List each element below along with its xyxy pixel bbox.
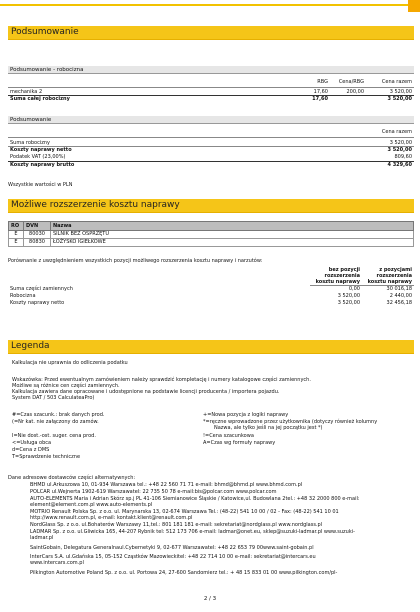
supplier-line: POLCAR ul.Wejnerta 1902-619 Warszawatel: 22 735 50 78 e-mail:bis@polcar.com www.polcar.com — [30, 489, 277, 495]
labor-sum-total: 3 520,00 — [387, 96, 412, 102]
section-title: Podsumowanie — [11, 27, 79, 37]
comparison-row-label: Robocizna — [10, 293, 36, 299]
legend-item: !=Cena szacunkowa — [203, 433, 254, 439]
suma-robocizny-label: Suma robocizny — [10, 140, 50, 146]
col-cena-razem: Cena razem — [381, 129, 412, 135]
labor-subheader — [8, 66, 414, 74]
supplier-line: www.intercars.com.pl — [30, 560, 84, 566]
vat-label: Podatek VAT (23,00%) — [10, 154, 66, 160]
note-line: Wskazówka: Przed ewentualnym zamówieniem należy sprawdzić kompletację i numery katalogowe części zamiennych. — [12, 377, 311, 383]
supplier-line: BHMD ul.Arkuszowa 10, 01-934 Warszawa tel.: +48 22 560 71 71 e-mail: bhmd@bhmd.pl www.bhmd.com.pl — [30, 482, 303, 488]
col-cena-razem: Cena razem — [381, 79, 412, 85]
comparison-row-v2: 2 440,00 — [389, 293, 412, 299]
labor-row-label: mechanika 2 — [10, 89, 43, 95]
supplier-line: MOTRIO Renault Polska Sp. z o.o. ul. Marynarska 13, 02-674 Warszawa Tel.: (48-22) 541 10 00 / 02 - Fax: (48-22) 541 10 01 — [30, 509, 339, 515]
labor-row-cena-razem: 3 520,00 — [389, 89, 412, 95]
suppliers-title: Dane adresowe dostawców części alternatywnych: — [8, 475, 136, 481]
parts-table-header — [9, 222, 414, 231]
section-header-mozliwe — [8, 199, 414, 213]
col-dvn: DVN — [24, 222, 51, 231]
comparison-row-v1: 3 520,00 — [337, 293, 360, 299]
supplier-line: http://www.renault.com.pl, e-mail: kontakt.klient@renault.com.pl — [30, 515, 193, 521]
page-number: 2 / 3 — [203, 596, 217, 602]
col-ro: RO — [9, 222, 24, 231]
top-accent-block — [408, 0, 420, 12]
legend-item: I=Nie dost.-ost. suger. cena prod. — [12, 433, 96, 439]
summary-subheader-label: Podsumowanie — [10, 117, 52, 123]
cell-dvn: 80030 — [24, 231, 51, 239]
col-nazwa: Nazwa — [51, 222, 414, 231]
supplier-line: LADMAR Sp. z o.o. ul.Gliwicka 165, 44-207 Rybnik tel: 512 173 706 e-mail: ladmar@onet.eu, sklep@suzuki-ladmar.pl www.suzuki- — [30, 529, 355, 535]
col-cena-rbg: Cena/RBG — [338, 79, 364, 85]
col-rbg: RBG — [317, 79, 328, 85]
labor-subheader-label: Podsumowanie - robocizna — [10, 67, 84, 73]
summary-subheader — [8, 116, 414, 124]
vat-value: 809,60 — [394, 154, 412, 160]
section-title: Możliwe rozszerzenie kosztu naprawy — [11, 200, 180, 210]
legend-item: Nazwa, ale tylko jeśli na jej początku jest *) — [214, 425, 323, 431]
comparison-col2-line3: kosztu naprawy — [367, 279, 412, 285]
supplier-line: ladmar.pl — [30, 535, 54, 541]
cell-dvn: 80830 — [24, 239, 51, 247]
legend-item: (=Nr kat. nie załączony do zamów. — [12, 419, 99, 425]
labor-sum-rbg: 17,60 — [312, 96, 328, 102]
supplier-line: SaintGobain, Delegatura Generalnaul.Cybernetyki 9, 02-677 Warszawatel: +48 22 653 79 00www.saint-gobain.pl — [30, 545, 314, 551]
note-line: Kalkulacja zawiera dane opracowane i udostępnione na podstawie licencji producenta / importera pojazdu. — [12, 389, 280, 395]
divider — [8, 137, 414, 138]
legend-item: d=Cena z DMS — [12, 447, 50, 453]
top-accent-bar — [0, 0, 420, 12]
supplier-line: element@element.com.pl www.auto-elements.pl — [30, 502, 153, 508]
supplier-line: AUTO-ELEMENTS Maria i Adrian Skórz sp.j PL 41-106 Siemianowice Śląskie / Katowice,ul. Budowlana 2tel.: +48 32 2000 800 e-mail: — [30, 496, 360, 502]
vat-note: Kalkulacja nie uprawnia do odliczenia podatku — [12, 360, 128, 366]
section-title: Legenda — [11, 341, 50, 351]
section-header-legenda — [8, 340, 414, 354]
netto-label: Koszty naprawy netto — [10, 147, 72, 153]
comparison-intro: Porównanie z uwzględnieniem wszystkich pozycji możliwego rozszerzenia kosztu naprawy i narzutów: — [8, 258, 263, 264]
cell-nazwa: ŁOŻYSKO IGIEŁKOWE — [51, 239, 414, 247]
comparison-row-v1: 3 520,00 — [337, 300, 360, 306]
comparison-row-v2: 32 456,18 — [386, 300, 412, 306]
top-accent-line — [0, 4, 408, 6]
legend-item: *=ręczne wprowadzone przez użytkownika (dotyczy również kolumny — [203, 419, 378, 425]
legend-item: T=Sprawdzenie techniczne — [12, 454, 81, 460]
labor-sum-label: Suma całej robocizny — [10, 96, 70, 102]
cell-ro: E — [9, 239, 24, 247]
parts-table — [8, 221, 414, 247]
comparison-row-label: Koszty naprawy netto — [10, 300, 65, 306]
supplier-line: NordGlass Sp. z o.o. ul.Bohaterów Warszawy 11,tel.: 801 181 181 e-mail: sekretariat@nordglass.pl www.nordglass.pl — [30, 522, 323, 528]
comparison-row-v2: 30 016,18 — [386, 286, 412, 292]
legend-item: A=Czas wg formuły naprawy — [203, 440, 276, 446]
legend-item: +=Nowa pozycja z logiki naprawy — [203, 412, 289, 418]
labor-row-rbg: 17,60 — [313, 89, 328, 95]
note-line: System DAT / 503 CalculateaPro) — [12, 395, 95, 401]
comparison-col2-line2: rozszerzenia — [376, 273, 412, 279]
supplier-line: InterCars S.A. ul.Gdańska 15, 05-152 Cząstków Mazowieckitel: +48 22 714 10 00 e-mail: sekretariat@intercars.eu — [30, 554, 316, 560]
cell-nazwa: SILNIK BEZ OSPRZĘTU — [51, 231, 414, 239]
section-header-podsumowanie — [8, 26, 414, 40]
comparison-col2-line1: z pozycjami — [379, 267, 412, 273]
comparison-row-label: Suma części zamiennych — [10, 286, 73, 292]
comparison-col1-line2: rozszerzenia — [324, 273, 360, 279]
table-row — [9, 231, 414, 239]
divider — [8, 87, 414, 88]
brutto-value: 4 329,60 — [387, 162, 412, 168]
cell-ro: E — [9, 231, 24, 239]
comparison-row-v1: 0,00 — [348, 286, 360, 292]
supplier-line: Pilkington Automotive Poland Sp. z o.o. ul. Portowa 24, 27-600 Sandomierz tel.: + 48 15 833 01 00 www.pilkington.com/pl- — [30, 570, 338, 576]
labor-row-cena-rbg: 200,00 — [346, 89, 364, 95]
comparison-col1-line1: bez pozycji — [328, 267, 360, 273]
comparison-col1-line3: kosztu naprawy — [315, 279, 360, 285]
note-line: Możliwe są różnice cen części zamiennych. — [12, 383, 120, 389]
legend-item: #=Czas szacunk.: brak danych prod. — [12, 412, 105, 418]
table-row — [9, 239, 414, 247]
currency-note: Wszystkie wartości w PLN — [8, 182, 73, 188]
brutto-label: Koszty naprawy brutto — [10, 162, 75, 168]
legend-item: <=Usługa obca — [12, 440, 52, 446]
netto-value: 3 520,00 — [387, 147, 412, 153]
suma-robocizny-value: 3 520,00 — [389, 140, 412, 146]
